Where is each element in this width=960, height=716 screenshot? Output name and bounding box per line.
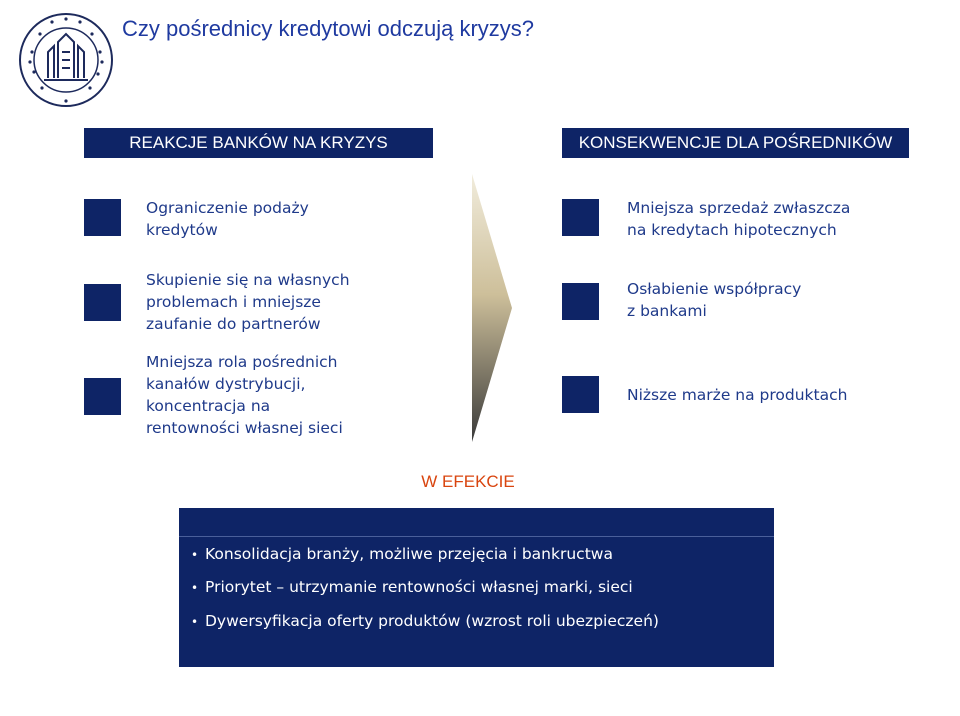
left-item-3 xyxy=(146,351,343,439)
effect-label: W EFEKCIE xyxy=(421,472,515,491)
left-item-2-line-3: zaufanie do partnerów xyxy=(146,315,321,333)
right-arrow-icon xyxy=(470,174,514,442)
summary-box xyxy=(179,508,774,667)
left-item-2-line-1: Skupienie się na własnych xyxy=(146,271,350,289)
summary-bullet-2 xyxy=(191,578,633,596)
left-item-1-line-1: Ograniczenie podaży xyxy=(146,199,309,217)
left-item-2-line-2: problemach i mniejsze xyxy=(146,293,321,311)
right-item-3 xyxy=(627,384,847,406)
left-item-3-line-4: rentowności własnej sieci xyxy=(146,419,343,437)
right-item-3-line-1: Niższe marże na produktach xyxy=(627,386,848,404)
summary-divider xyxy=(179,536,774,537)
left-item-3-line-1: Mniejsza rola pośrednich xyxy=(146,353,338,371)
right-item-1-line-2: na kredytach hipotecznych xyxy=(627,221,837,239)
square-marker xyxy=(562,283,599,320)
summary-bullet-3 xyxy=(191,612,659,630)
summary-bullet-1 xyxy=(191,545,613,563)
page-title: Czy pośrednicy kredytowi odczują kryzys? xyxy=(122,16,535,41)
summary-bullet-2-text: Priorytet – utrzymanie rentowności własnej marki, sieci xyxy=(205,578,633,596)
right-item-2-line-1: Osłabienie współpracy xyxy=(627,280,802,298)
right-item-2-line-2: z bankami xyxy=(627,302,707,320)
bullet-dot-icon: • xyxy=(191,548,199,562)
institute-seal-logo xyxy=(18,12,114,108)
square-marker xyxy=(84,284,121,321)
left-item-3-line-2: kanałów dystrybucji, xyxy=(146,375,306,393)
left-item-1-line-2: kredytów xyxy=(146,221,218,239)
right-item-1-line-1: Mniejsza sprzedaż zwłaszcza xyxy=(627,199,851,217)
square-marker xyxy=(562,199,599,236)
effect-label-wrapper xyxy=(0,472,936,492)
square-marker xyxy=(84,378,121,415)
bullet-dot-icon: • xyxy=(191,581,199,595)
header-bank-reactions: REAKCJE BANKÓW NA KRYZYS xyxy=(84,128,433,158)
left-item-2 xyxy=(146,269,350,335)
summary-bullet-3-text: Dywersyfikacja oferty produktów (wzrost roli ubezpieczeń) xyxy=(205,612,659,630)
left-item-1 xyxy=(146,197,309,241)
right-item-1 xyxy=(627,197,850,241)
right-item-2 xyxy=(627,278,801,322)
left-item-3-line-3: koncentracja na xyxy=(146,397,271,415)
square-marker xyxy=(84,199,121,236)
header-intermediary-consequences: KONSEKWENCJE DLA POŚREDNIKÓW xyxy=(562,128,909,158)
bullet-dot-icon: • xyxy=(191,615,199,629)
summary-bullet-1-text: Konsolidacja branży, możliwe przejęcia i bankructwa xyxy=(205,545,613,563)
square-marker xyxy=(562,376,599,413)
